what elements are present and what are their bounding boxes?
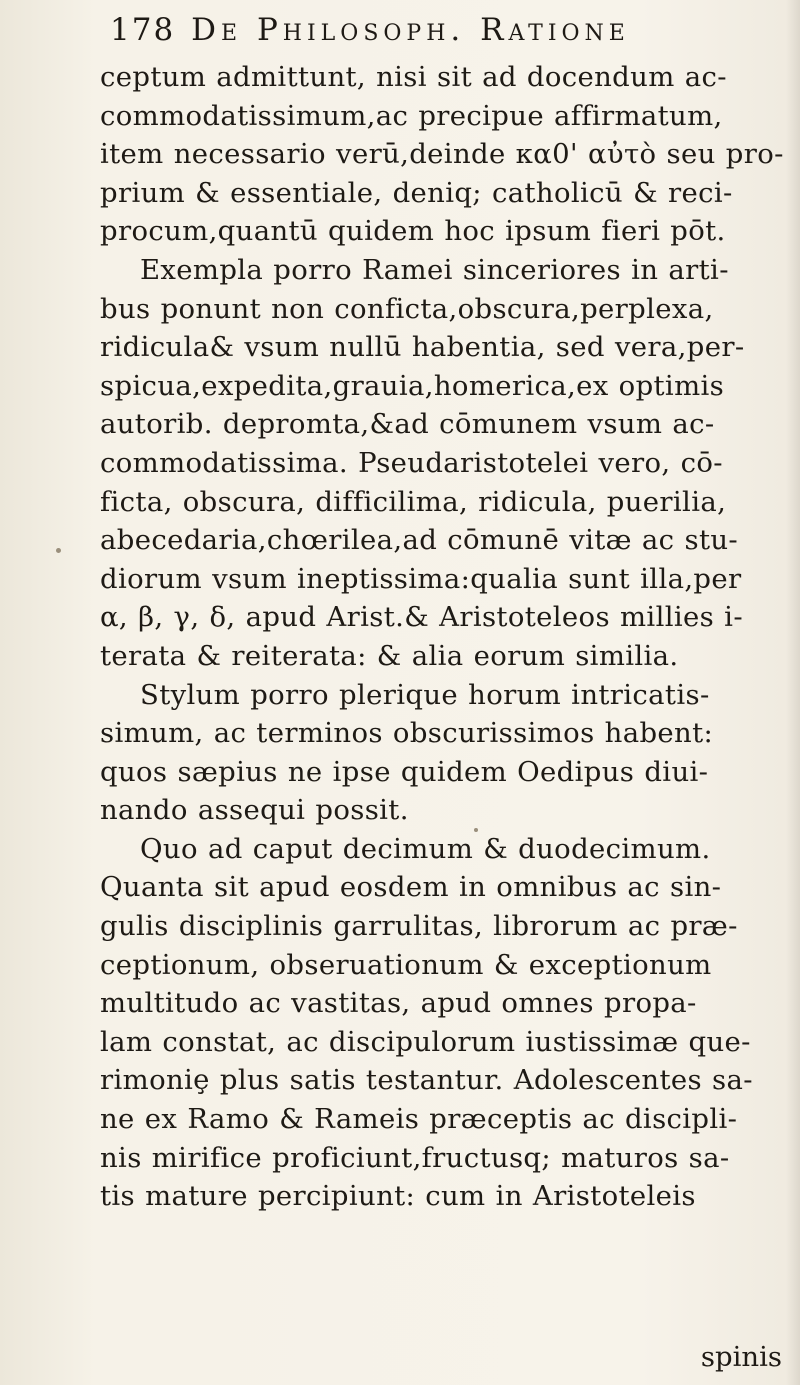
text-line: ne ex Ramo & Rameis præceptis ac discipli-	[100, 1103, 738, 1136]
section-heading: Quo ad caput decimum & duodecimum.	[140, 832, 711, 865]
text-line: Stylum porro plerique horum intricatis-	[140, 678, 710, 711]
running-header	[110, 6, 790, 54]
text-line: simum, ac terminos obscurissimos habent:	[100, 717, 714, 750]
text-line: diorum vsum ineptissima:qualia sunt illa,per	[100, 562, 742, 595]
text-line: abecedaria,chœrilea,ad cōmunē vitæ ac stu-	[100, 524, 739, 557]
text-line: prium & essentiale, deniq; catholicū & reci-	[100, 176, 733, 209]
text-line: quos sæpius ne ipse quidem Oedipus diui-	[100, 755, 709, 788]
text-line: ficta, obscura, difficilima, ridicula, puerilia,	[100, 485, 727, 518]
text-line: gulis disciplinis garrulitas, librorum ac præ-	[100, 910, 738, 943]
text-line: lam constat, ac discipulorum iustissimæ que-	[100, 1025, 751, 1058]
text-line: commodatissimum,ac precipue affirmatum,	[100, 99, 723, 132]
ink-speck	[474, 828, 478, 832]
text-line: nis mirifice proficiunt,fructusq; maturos sa-	[100, 1141, 730, 1174]
text-line: Exempla porro Ramei sinceriores in arti-	[140, 253, 729, 286]
text-line: autorib. depromta,&ad cōmunem vsum ac-	[100, 408, 715, 441]
text-line: item necessario verū,deinde κα0' αὐτὸ seu pro-	[100, 138, 784, 171]
ink-speck	[56, 548, 61, 553]
text-line: terata & reiterata: & alia eorum similia.	[100, 639, 679, 672]
text-line: tis mature percipiunt: cum in Aristoteleis	[100, 1180, 696, 1213]
text-line: nando assequi possit.	[100, 794, 409, 827]
text-line: commodatissima. Pseudaristotelei vero, cō-	[100, 446, 723, 479]
text-line: ceptum admittunt, nisi sit ad docendum ac-	[100, 61, 727, 93]
text-line: procum,quantū quidem hoc ipsum fieri pōt.	[100, 215, 726, 248]
catchword: spinis	[700, 1341, 782, 1373]
text-line: multitudo ac vastitas, apud omnes propa-	[100, 987, 697, 1020]
text-line: bus ponunt non conficta,obscura,perplexa,	[100, 292, 714, 325]
text-line: spicua,expedita,grauia,homerica,ex optimis	[100, 369, 725, 402]
text-line: rimoniȩ plus satis testantur. Adolescentes sa-	[100, 1064, 753, 1097]
body-text	[100, 58, 790, 1216]
text-line: Quanta sit apud eosdem in omnibus ac sin-	[100, 871, 722, 904]
running-title: De Philosoph. Ratione	[191, 12, 630, 48]
page-number: 178	[110, 12, 176, 48]
text-line: ridicula& vsum nullū habentia, sed vera,per-	[100, 331, 745, 364]
text-line: α, β, γ, δ, apud Arist.& Aristoteleos millies i-	[100, 601, 743, 634]
text-line: ceptionum, obseruationum & exceptionum	[100, 948, 712, 981]
